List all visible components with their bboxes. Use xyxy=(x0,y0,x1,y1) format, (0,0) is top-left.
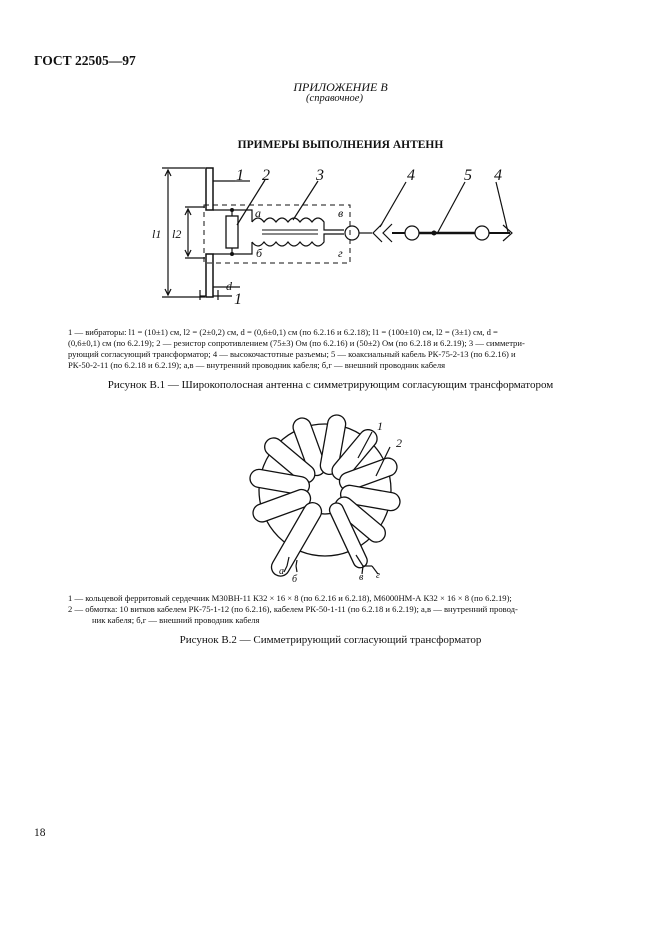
fig1-label-4-right: 4 xyxy=(494,167,502,184)
fig1-label-4-left: 4 xyxy=(407,167,415,184)
legend-line: 1 — вибраторы: l1 = (10±1) см, l2 = (2±0,2) см, d = (0,6±0,1) см (по 6.2.16 и 6.2.18); l1 = (100±10) см, l2 = (3±1) см, d = xyxy=(68,327,498,337)
fig1-d-label: d xyxy=(226,279,232,293)
fig1-label-2: 2 xyxy=(262,167,270,184)
fig1-l2-label: l2 xyxy=(172,227,182,241)
appendix-subtitle: (справочное) xyxy=(306,93,363,104)
legend-line: (0,6±0,1) см (по 6.2.19); 2 — резистор сопротивлением (75±3) Ом (по 6.2.16) и (50±2) Ом (по 6.2.18 и 6.2.19); 3 — симметри- xyxy=(68,338,525,348)
fig2-label-2: 2 xyxy=(396,436,402,450)
fig2-label-b: б xyxy=(292,574,298,585)
fig1-label-1-bottom: 1 xyxy=(234,291,242,308)
standard-header: ГОСТ 22505—97 xyxy=(34,53,136,68)
fig1-label-1-top: 1 xyxy=(236,167,244,184)
fig1-label-5: 5 xyxy=(464,167,472,184)
appendix-title: ПРИЛОЖЕНИЕ В xyxy=(293,80,388,94)
legend-line: 2 — обмотка: 10 витков кабелем РК-75-1-12 (по 6.2.16), кабелем РК-50-1-11 (по 6.2.18 и 6.2.19); а,в — внутренний провод- xyxy=(68,604,518,614)
fig1-label-g: г xyxy=(338,246,343,260)
legend-line: РК-50-2-11 (по 6.2.18 и 6.2.19); а,в — внутренний проводник кабеля; б,г — внешний проводник кабеля xyxy=(68,360,446,370)
fig1-label-v: в xyxy=(338,206,344,220)
fig2-label-1: 1 xyxy=(377,419,383,433)
fig1-label-b: б xyxy=(256,246,263,260)
figure-2-legend xyxy=(68,593,592,626)
fig2-label-a: а xyxy=(279,566,284,577)
fig1-l1-label: l1 xyxy=(152,227,162,241)
winding-turns xyxy=(249,414,402,580)
fig1-label-a: а xyxy=(255,206,261,220)
figure-1-caption: Рисунок В.1 — Широкополосная антенна с симметрирующим согласующим трансформатором xyxy=(107,379,554,391)
page-number: 18 xyxy=(34,827,46,839)
legend-line: ник кабеля; б,г — внешний проводник кабеля xyxy=(92,615,260,625)
section-title: ПРИМЕРЫ ВЫПОЛНЕНИЯ АНТЕНН xyxy=(237,139,444,151)
figure-2-caption: Рисунок В.2 — Симметрирующий согласующий трансформатор xyxy=(179,634,482,646)
fig2-label-g: г xyxy=(376,570,380,581)
legend-line: рующий согласующий трансформатор; 4 — высокочастотные разъемы; 5 — коаксиальный кабель РК-75-2-13 (по 6.2.16) и xyxy=(68,349,516,359)
fig2-label-v: в xyxy=(359,572,364,583)
fig1-label-3: 3 xyxy=(316,167,324,184)
legend-line: 1 — кольцевой ферритовый сердечник М30ВН-11 К32 × 16 × 8 (по 6.2.16 и 6.2.18), М6000НМ-А К32 × 16 × 8 (по 6.2.19); xyxy=(68,593,512,603)
